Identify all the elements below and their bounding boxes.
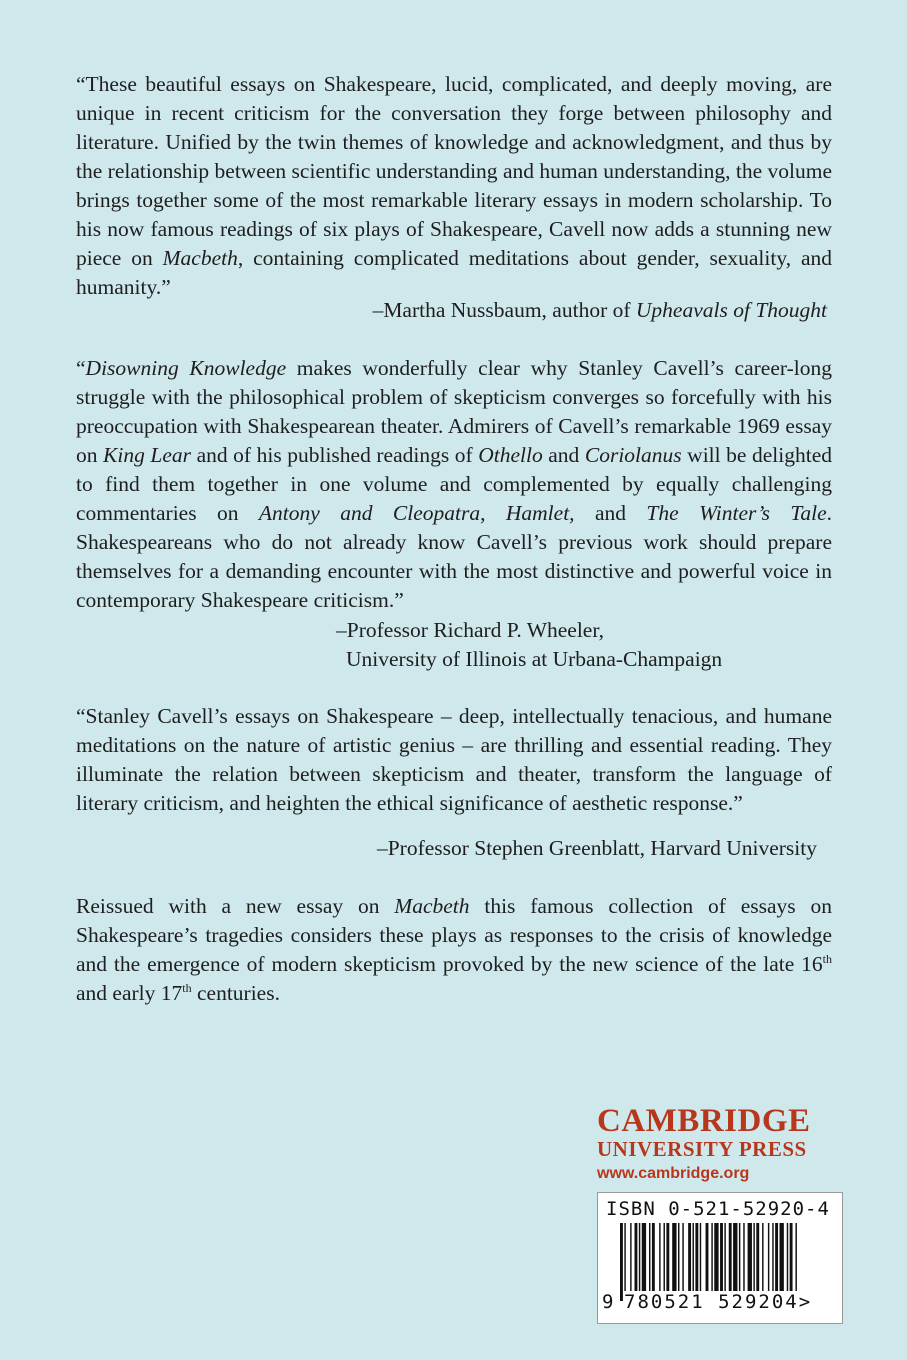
description-text: centuries. (191, 981, 280, 1005)
barcode-bar (635, 1223, 638, 1291)
barcode-bar (706, 1223, 709, 1291)
quote-greenblatt (76, 702, 832, 818)
barcode-bar (664, 1223, 665, 1291)
barcode-bar (624, 1223, 625, 1301)
ean-end-marker: > (798, 1291, 813, 1313)
barcode-bar (772, 1223, 773, 1291)
barcode-bar (620, 1223, 623, 1301)
barcode-bar (795, 1223, 796, 1301)
ean-first-digit: 9 (602, 1291, 614, 1313)
publisher-website: www.cambridge.org (597, 1165, 750, 1182)
barcode-bar (787, 1223, 788, 1291)
quote-text-end: , containing complicated meditations about gender, sexuality, and humanity.” (76, 246, 833, 299)
quote-text: makes wonderfully clear why Stanley Cavell’s career-long struggle with the philosophical problem of skepticism converges so forcefully with his preoccupation with Shakespearean theater. Admirers of Cavell’s remarkable 1969 essay on (76, 356, 832, 467)
attribution-wheeler (336, 616, 722, 674)
isbn-barcode (597, 1192, 843, 1324)
barcode-bar (652, 1223, 655, 1291)
barcode-bar (642, 1223, 646, 1291)
barcode-bar (682, 1223, 683, 1291)
barcode-bar (762, 1223, 763, 1291)
barcode-bar (714, 1223, 718, 1291)
barcode-bar (693, 1223, 694, 1291)
barcode-bar (756, 1223, 759, 1291)
attribution-nussbaum (373, 296, 827, 325)
publisher-logo (597, 1104, 837, 1185)
barcode-bar (780, 1223, 784, 1291)
quote-wheeler (76, 354, 832, 615)
publisher-name: CAMBRIDGE (597, 1103, 811, 1139)
play-title: Macbeth (394, 894, 470, 918)
barcode-bar (720, 1223, 723, 1291)
barcode-bar (775, 1223, 778, 1291)
barcode-bar (700, 1223, 701, 1291)
attribution-name: –Professor Richard P. Wheeler, (336, 618, 605, 642)
description-text: Reissued with a new essay on (76, 894, 395, 918)
barcode-bar (649, 1223, 650, 1291)
play-title: The Winter’s Tale (646, 501, 827, 525)
quote-text: and of his published readings of (191, 443, 479, 467)
attribution-text: –Martha Nussbaum, author of (372, 298, 636, 322)
quote-text: . Shakespeareans who do not already know Cavell’s previous work should prepare themselves for a demanding encounter with the most distinctive and powerful voice in contemporary Shakespeare criticism.” (76, 501, 833, 612)
quote-text: “These beautiful essays on Shakespeare, lucid, complicated, and deeply moving, are unique in recent criticism for the conversation they forge between philosophy and literature. Unified by the twin themes of knowledge and acknowledgment, and thus by the relationship between scientific understanding and human understanding, the volume brings together some of the most remarkable literary essays in modern scholarship. To his now famous readings of six plays of Shakespeare, Cavell now adds a stunning new piece on (76, 72, 832, 270)
description-text: this famous collection of essays on Shakespeare’s tragedies considers these plays as responses to the crisis of knowledge and the emergence of modern skepticism provoked by the new science of the late 16 (76, 894, 832, 976)
barcode-bar (639, 1223, 640, 1291)
barcode-bar (739, 1223, 740, 1291)
play-title: Othello (478, 443, 543, 467)
barcode-bar (630, 1223, 631, 1291)
attribution-book-title: Upheavals of Thought (635, 298, 827, 322)
quote-nussbaum (76, 70, 832, 302)
ordinal-suffix: th (822, 952, 832, 966)
quote-text: and (542, 443, 585, 467)
barcode-bar (678, 1223, 679, 1291)
barcode-bar (688, 1223, 691, 1291)
barcode-bar (729, 1223, 732, 1291)
attribution-affiliation: University of Illinois at Urbana-Champaign (346, 647, 723, 671)
barcode-bar (666, 1223, 669, 1291)
barcode-bar (790, 1223, 793, 1301)
barcode-bar (743, 1223, 744, 1291)
book-description (76, 892, 832, 1008)
attribution-greenblatt (377, 834, 817, 863)
quote-text: “Stanley Cavell’s essays on Shakespeare – deep, intellectually tenacious, and humane meditations on the nature of artistic genius – are thrilling and essential reading. They illuminate the relation between skepticism and theater, transform the language of literary criticism, and heighten the ethical significance of aesthetic response.” (76, 704, 832, 815)
ordinal-suffix: th (182, 981, 192, 995)
barcode-bar (695, 1223, 698, 1291)
ean-digit-groups: 780521 529204 (624, 1291, 799, 1313)
publisher-subtitle: UNIVERSITY PRESS (597, 1137, 807, 1161)
open-quote: “ (76, 356, 86, 380)
barcode-bar (753, 1223, 754, 1291)
description-text: and early 17 (76, 981, 183, 1005)
play-title: King Lear (103, 443, 192, 467)
quote-title-italic: Macbeth (162, 246, 238, 270)
barcode-bar (711, 1223, 712, 1301)
barcode-bar (724, 1223, 725, 1291)
barcode-bar (733, 1223, 737, 1291)
ean-digits (624, 1291, 812, 1313)
barcode-bar (748, 1223, 752, 1291)
quote-text: will be delighted to find them together in one volume and complemented by equally challenging commentaries on (76, 443, 833, 525)
play-title: Coriolanus (584, 443, 682, 467)
book-title: Disowning Knowledge (85, 356, 287, 380)
attribution-text: –Professor Stephen Greenblatt, Harvard University (376, 836, 817, 860)
barcode-bar (659, 1223, 660, 1291)
barcode-bar (768, 1223, 769, 1291)
play-title: Antony and Cleopatra, Hamlet, (258, 501, 575, 525)
quote-text: and (574, 501, 647, 525)
isbn-number: ISBN 0-521-52920-4 (606, 1198, 830, 1220)
barcode-bar (672, 1223, 676, 1291)
